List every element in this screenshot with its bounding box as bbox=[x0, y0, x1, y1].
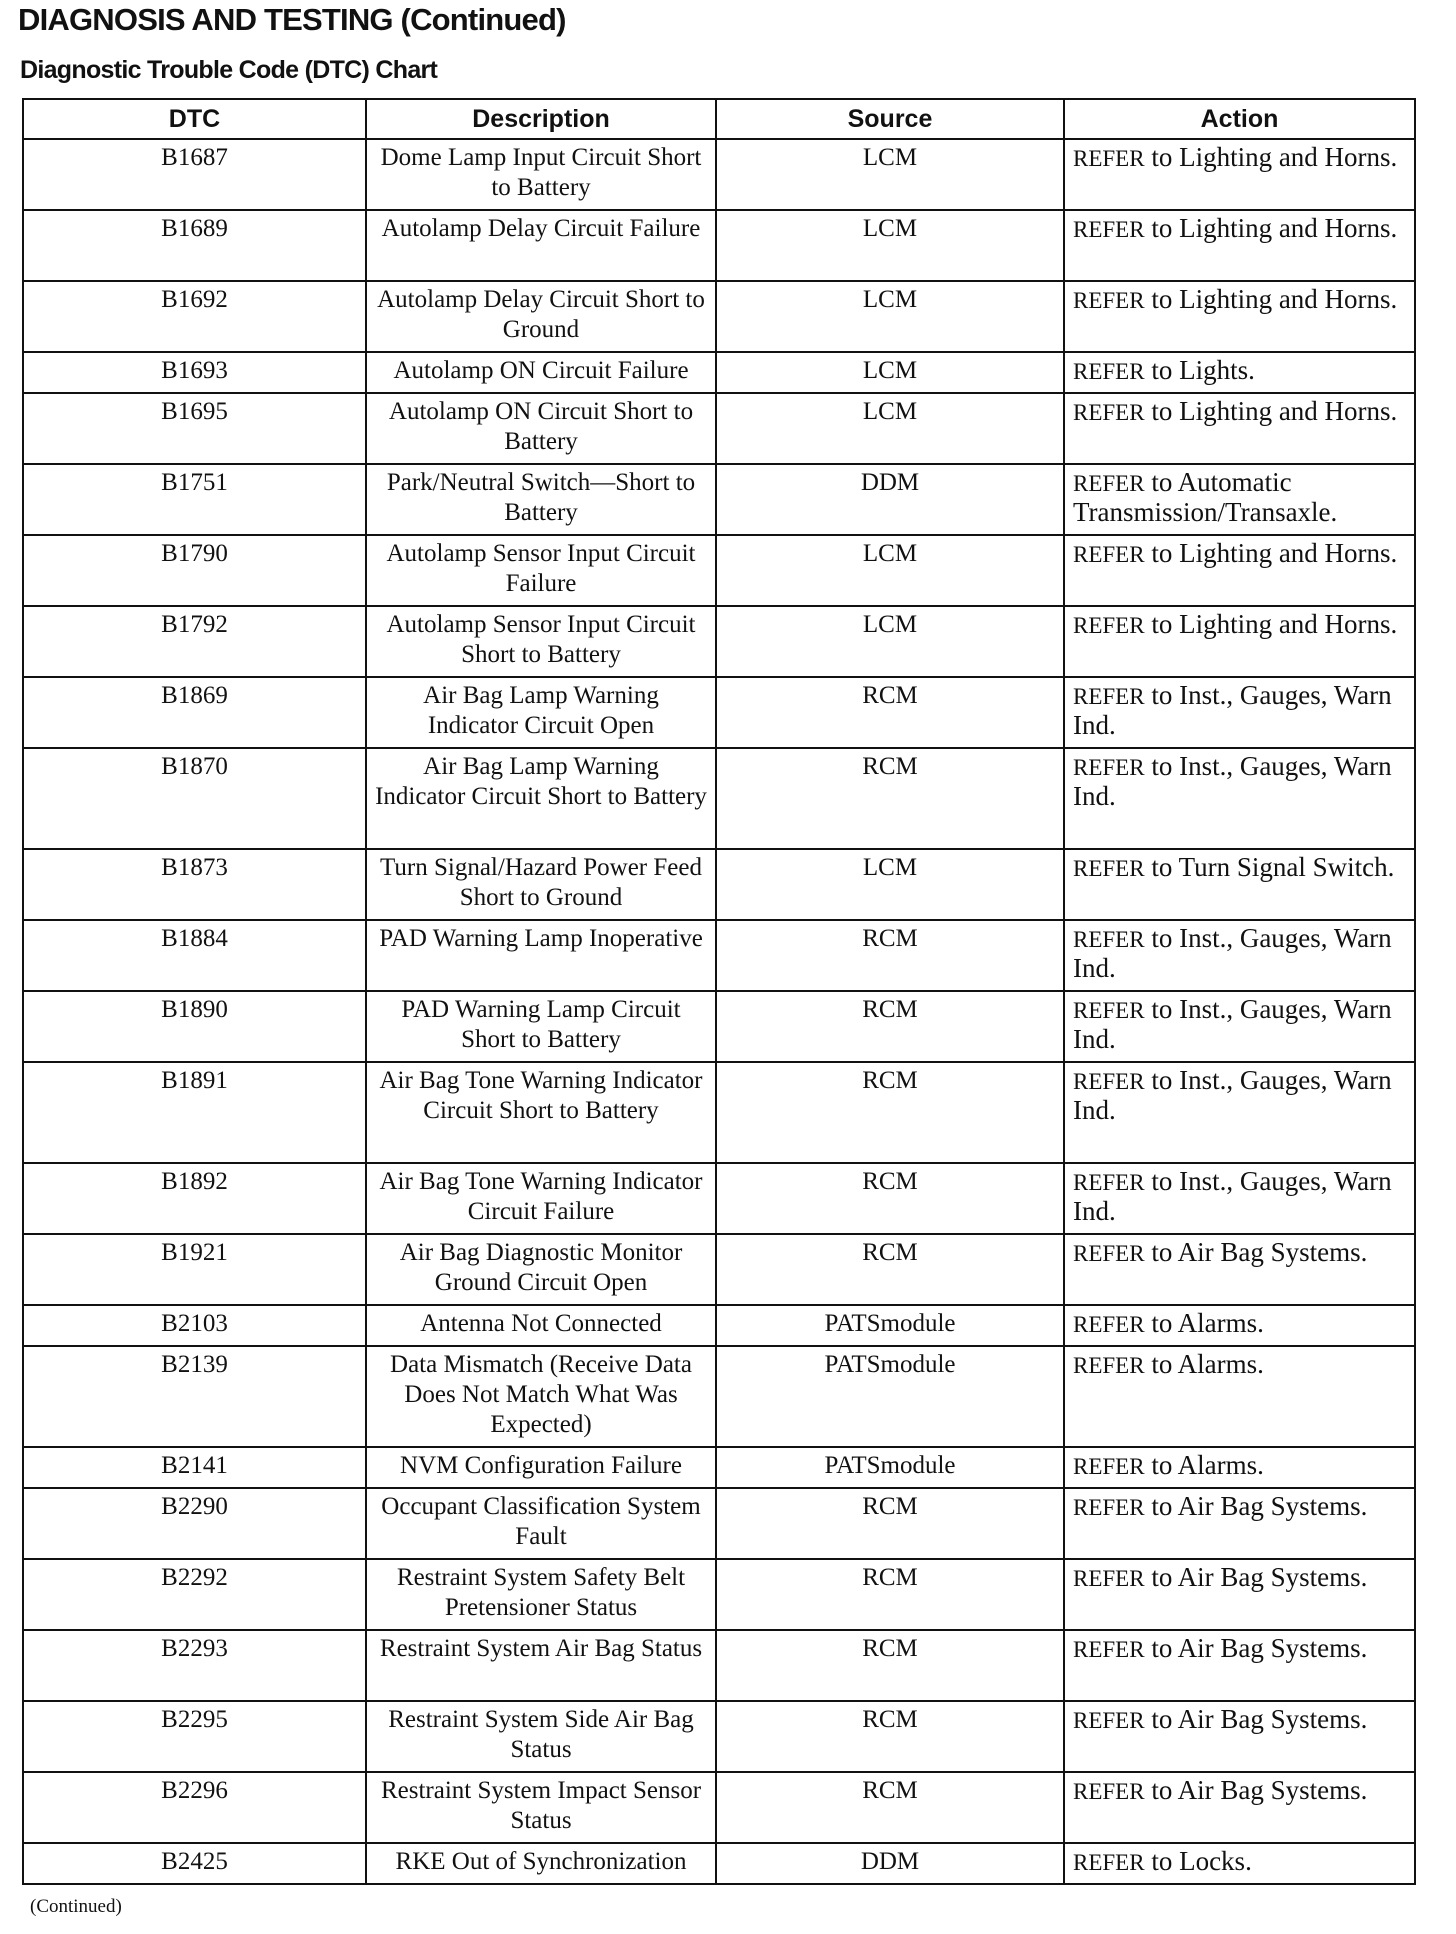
source-cell: LCM bbox=[716, 210, 1064, 281]
action-reference: to Inst., Gauges, Warn Ind. bbox=[1073, 1166, 1392, 1226]
source-cell: RCM bbox=[716, 1234, 1064, 1305]
refer-label: REFER bbox=[1073, 1779, 1145, 1804]
table-row bbox=[23, 1701, 1415, 1772]
action-cell bbox=[1064, 677, 1415, 748]
action-reference: to Lighting and Horns. bbox=[1151, 609, 1398, 639]
action-cell bbox=[1064, 1447, 1415, 1488]
source-cell: RCM bbox=[716, 920, 1064, 991]
dtc-code-cell: B1792 bbox=[23, 606, 366, 677]
table-row bbox=[23, 1305, 1415, 1346]
refer-label: REFER bbox=[1073, 1708, 1145, 1733]
source-cell: LCM bbox=[716, 281, 1064, 352]
action-cell bbox=[1064, 1559, 1415, 1630]
action-cell bbox=[1064, 281, 1415, 352]
refer-label: REFER bbox=[1073, 1495, 1145, 1520]
dtc-code-cell: B2139 bbox=[23, 1346, 366, 1447]
description-cell: PAD Warning Lamp Inoperative bbox=[366, 920, 716, 991]
description-cell: Air Bag Diagnostic Monitor Ground Circuit Open bbox=[366, 1234, 716, 1305]
table-row bbox=[23, 1062, 1415, 1163]
table-row bbox=[23, 1163, 1415, 1234]
refer-label: REFER bbox=[1073, 1069, 1145, 1094]
dtc-code-cell: B2425 bbox=[23, 1843, 366, 1884]
action-reference: to Air Bag Systems. bbox=[1151, 1491, 1368, 1521]
source-cell: RCM bbox=[716, 1772, 1064, 1843]
refer-label: REFER bbox=[1073, 359, 1145, 384]
refer-label: REFER bbox=[1073, 1637, 1145, 1662]
description-cell: Park/Neutral Switch—Short to Battery bbox=[366, 464, 716, 535]
action-reference: to Automatic Transmission/Transaxle. bbox=[1073, 467, 1338, 527]
description-cell: Autolamp ON Circuit Short to Battery bbox=[366, 393, 716, 464]
action-cell bbox=[1064, 606, 1415, 677]
dtc-code-cell: B1891 bbox=[23, 1062, 366, 1163]
source-cell: RCM bbox=[716, 677, 1064, 748]
table-row bbox=[23, 464, 1415, 535]
source-cell: PATSmodule bbox=[716, 1305, 1064, 1346]
refer-label: REFER bbox=[1073, 217, 1145, 242]
source-cell: RCM bbox=[716, 991, 1064, 1062]
table-row bbox=[23, 393, 1415, 464]
description-cell: PAD Warning Lamp Circuit Short to Battery bbox=[366, 991, 716, 1062]
table-row bbox=[23, 1559, 1415, 1630]
action-reference: to Inst., Gauges, Warn Ind. bbox=[1073, 923, 1392, 983]
source-cell: PATSmodule bbox=[716, 1447, 1064, 1488]
table-row bbox=[23, 849, 1415, 920]
table-row bbox=[23, 1772, 1415, 1843]
table-row bbox=[23, 1630, 1415, 1701]
column-header-source: Source bbox=[716, 99, 1064, 139]
chart-title: Diagnostic Trouble Code (DTC) Chart bbox=[20, 56, 438, 84]
refer-label: REFER bbox=[1073, 613, 1145, 638]
source-cell: RCM bbox=[716, 1488, 1064, 1559]
action-reference: to Lighting and Horns. bbox=[1151, 213, 1398, 243]
dtc-code-cell: B1695 bbox=[23, 393, 366, 464]
dtc-code-cell: B1687 bbox=[23, 139, 366, 210]
dtc-code-cell: B1689 bbox=[23, 210, 366, 281]
column-header-description: Description bbox=[366, 99, 716, 139]
description-cell: RKE Out of Synchronization bbox=[366, 1843, 716, 1884]
action-cell bbox=[1064, 210, 1415, 281]
dtc-code-cell: B2290 bbox=[23, 1488, 366, 1559]
action-reference: to Inst., Gauges, Warn Ind. bbox=[1073, 751, 1392, 811]
dtc-code-cell: B2292 bbox=[23, 1559, 366, 1630]
description-cell: Restraint System Impact Sensor Status bbox=[366, 1772, 716, 1843]
description-cell: Autolamp Sensor Input Circuit Failure bbox=[366, 535, 716, 606]
refer-label: REFER bbox=[1073, 684, 1145, 709]
description-cell: Restraint System Air Bag Status bbox=[366, 1630, 716, 1701]
source-cell: LCM bbox=[716, 535, 1064, 606]
table-body bbox=[23, 139, 1415, 1884]
action-reference: to Inst., Gauges, Warn Ind. bbox=[1073, 994, 1392, 1054]
refer-label: REFER bbox=[1073, 471, 1145, 496]
source-cell: LCM bbox=[716, 849, 1064, 920]
column-header-dtc: DTC bbox=[23, 99, 366, 139]
refer-label: REFER bbox=[1073, 1850, 1145, 1875]
source-cell: RCM bbox=[716, 1163, 1064, 1234]
table-row bbox=[23, 1488, 1415, 1559]
action-reference: to Locks. bbox=[1151, 1846, 1252, 1876]
action-reference: to Air Bag Systems. bbox=[1151, 1704, 1368, 1734]
dtc-code-cell: B2141 bbox=[23, 1447, 366, 1488]
action-cell bbox=[1064, 991, 1415, 1062]
description-cell: Restraint System Safety Belt Pretensioner Status bbox=[366, 1559, 716, 1630]
refer-label: REFER bbox=[1073, 998, 1145, 1023]
description-cell: Data Mismatch (Receive Data Does Not Match What Was Expected) bbox=[366, 1346, 716, 1447]
action-cell bbox=[1064, 139, 1415, 210]
action-reference: to Air Bag Systems. bbox=[1151, 1775, 1368, 1805]
action-cell bbox=[1064, 393, 1415, 464]
description-cell: Air Bag Tone Warning Indicator Circuit Failure bbox=[366, 1163, 716, 1234]
action-cell bbox=[1064, 1346, 1415, 1447]
table-header-row bbox=[23, 99, 1415, 139]
description-cell: Autolamp ON Circuit Failure bbox=[366, 352, 716, 393]
description-cell: Autolamp Delay Circuit Failure bbox=[366, 210, 716, 281]
source-cell: LCM bbox=[716, 393, 1064, 464]
dtc-table bbox=[22, 98, 1416, 1885]
action-cell bbox=[1064, 352, 1415, 393]
table-row bbox=[23, 535, 1415, 606]
action-reference: to Inst., Gauges, Warn Ind. bbox=[1073, 1065, 1392, 1125]
source-cell: RCM bbox=[716, 1559, 1064, 1630]
action-cell bbox=[1064, 748, 1415, 849]
dtc-code-cell: B1790 bbox=[23, 535, 366, 606]
description-cell: Turn Signal/Hazard Power Feed Short to Ground bbox=[366, 849, 716, 920]
continued-note: (Continued) bbox=[30, 1896, 122, 1917]
action-cell bbox=[1064, 920, 1415, 991]
dtc-code-cell: B1890 bbox=[23, 991, 366, 1062]
refer-label: REFER bbox=[1073, 856, 1145, 881]
table-row bbox=[23, 139, 1415, 210]
refer-label: REFER bbox=[1073, 1241, 1145, 1266]
refer-label: REFER bbox=[1073, 755, 1145, 780]
table-row bbox=[23, 1346, 1415, 1447]
page-title: DIAGNOSIS AND TESTING (Continued) bbox=[18, 2, 566, 37]
source-cell: RCM bbox=[716, 1630, 1064, 1701]
table-row bbox=[23, 1843, 1415, 1884]
action-cell bbox=[1064, 1701, 1415, 1772]
action-cell bbox=[1064, 1772, 1415, 1843]
refer-label: REFER bbox=[1073, 1353, 1145, 1378]
action-cell bbox=[1064, 535, 1415, 606]
description-cell: NVM Configuration Failure bbox=[366, 1447, 716, 1488]
action-reference: to Turn Signal Switch. bbox=[1151, 852, 1395, 882]
dtc-code-cell: B2295 bbox=[23, 1701, 366, 1772]
source-cell: DDM bbox=[716, 1843, 1064, 1884]
refer-label: REFER bbox=[1073, 400, 1145, 425]
table-row bbox=[23, 606, 1415, 677]
action-cell bbox=[1064, 1062, 1415, 1163]
table-row bbox=[23, 1447, 1415, 1488]
dtc-code-cell: B2296 bbox=[23, 1772, 366, 1843]
source-cell: LCM bbox=[716, 606, 1064, 677]
dtc-code-cell: B2293 bbox=[23, 1630, 366, 1701]
dtc-code-cell: B1921 bbox=[23, 1234, 366, 1305]
action-cell bbox=[1064, 464, 1415, 535]
description-cell: Air Bag Lamp Warning Indicator Circuit Open bbox=[366, 677, 716, 748]
table-row bbox=[23, 281, 1415, 352]
dtc-code-cell: B1892 bbox=[23, 1163, 366, 1234]
column-header-action: Action bbox=[1064, 99, 1415, 139]
action-cell bbox=[1064, 1163, 1415, 1234]
table-row bbox=[23, 991, 1415, 1062]
source-cell: LCM bbox=[716, 352, 1064, 393]
dtc-code-cell: B1692 bbox=[23, 281, 366, 352]
source-cell: PATSmodule bbox=[716, 1346, 1064, 1447]
description-cell: Autolamp Sensor Input Circuit Short to Battery bbox=[366, 606, 716, 677]
action-reference: to Lighting and Horns. bbox=[1151, 396, 1398, 426]
dtc-code-cell: B1751 bbox=[23, 464, 366, 535]
dtc-code-cell: B2103 bbox=[23, 1305, 366, 1346]
refer-label: REFER bbox=[1073, 1454, 1145, 1479]
action-reference: to Air Bag Systems. bbox=[1151, 1237, 1368, 1267]
action-reference: to Alarms. bbox=[1151, 1349, 1264, 1379]
action-reference: to Air Bag Systems. bbox=[1151, 1562, 1368, 1592]
table-row bbox=[23, 748, 1415, 849]
action-cell bbox=[1064, 1630, 1415, 1701]
action-cell bbox=[1064, 1488, 1415, 1559]
refer-label: REFER bbox=[1073, 1170, 1145, 1195]
refer-label: REFER bbox=[1073, 542, 1145, 567]
refer-label: REFER bbox=[1073, 1566, 1145, 1591]
action-reference: to Inst., Gauges, Warn Ind. bbox=[1073, 680, 1392, 740]
table-row bbox=[23, 352, 1415, 393]
description-cell: Autolamp Delay Circuit Short to Ground bbox=[366, 281, 716, 352]
table-row bbox=[23, 677, 1415, 748]
dtc-code-cell: B1884 bbox=[23, 920, 366, 991]
action-reference: to Lighting and Horns. bbox=[1151, 284, 1398, 314]
dtc-code-cell: B1873 bbox=[23, 849, 366, 920]
action-reference: to Lighting and Horns. bbox=[1151, 538, 1398, 568]
source-cell: RCM bbox=[716, 748, 1064, 849]
description-cell: Air Bag Lamp Warning Indicator Circuit Short to Battery bbox=[366, 748, 716, 849]
source-cell: LCM bbox=[716, 139, 1064, 210]
table-row bbox=[23, 1234, 1415, 1305]
dtc-code-cell: B1869 bbox=[23, 677, 366, 748]
action-cell bbox=[1064, 849, 1415, 920]
description-cell: Air Bag Tone Warning Indicator Circuit Short to Battery bbox=[366, 1062, 716, 1163]
refer-label: REFER bbox=[1073, 146, 1145, 171]
table-row bbox=[23, 210, 1415, 281]
action-reference: to Lighting and Horns. bbox=[1151, 142, 1398, 172]
refer-label: REFER bbox=[1073, 288, 1145, 313]
description-cell: Dome Lamp Input Circuit Short to Battery bbox=[366, 139, 716, 210]
description-cell: Restraint System Side Air Bag Status bbox=[366, 1701, 716, 1772]
source-cell: DDM bbox=[716, 464, 1064, 535]
action-reference: to Lights. bbox=[1151, 355, 1255, 385]
refer-label: REFER bbox=[1073, 927, 1145, 952]
table-row bbox=[23, 920, 1415, 991]
refer-label: REFER bbox=[1073, 1312, 1145, 1337]
source-cell: RCM bbox=[716, 1701, 1064, 1772]
source-cell: RCM bbox=[716, 1062, 1064, 1163]
action-reference: to Alarms. bbox=[1151, 1308, 1264, 1338]
action-reference: to Air Bag Systems. bbox=[1151, 1633, 1368, 1663]
dtc-code-cell: B1693 bbox=[23, 352, 366, 393]
dtc-code-cell: B1870 bbox=[23, 748, 366, 849]
action-cell bbox=[1064, 1843, 1415, 1884]
description-cell: Occupant Classification System Fault bbox=[366, 1488, 716, 1559]
description-cell: Antenna Not Connected bbox=[366, 1305, 716, 1346]
action-cell bbox=[1064, 1234, 1415, 1305]
action-cell bbox=[1064, 1305, 1415, 1346]
action-reference: to Alarms. bbox=[1151, 1450, 1264, 1480]
